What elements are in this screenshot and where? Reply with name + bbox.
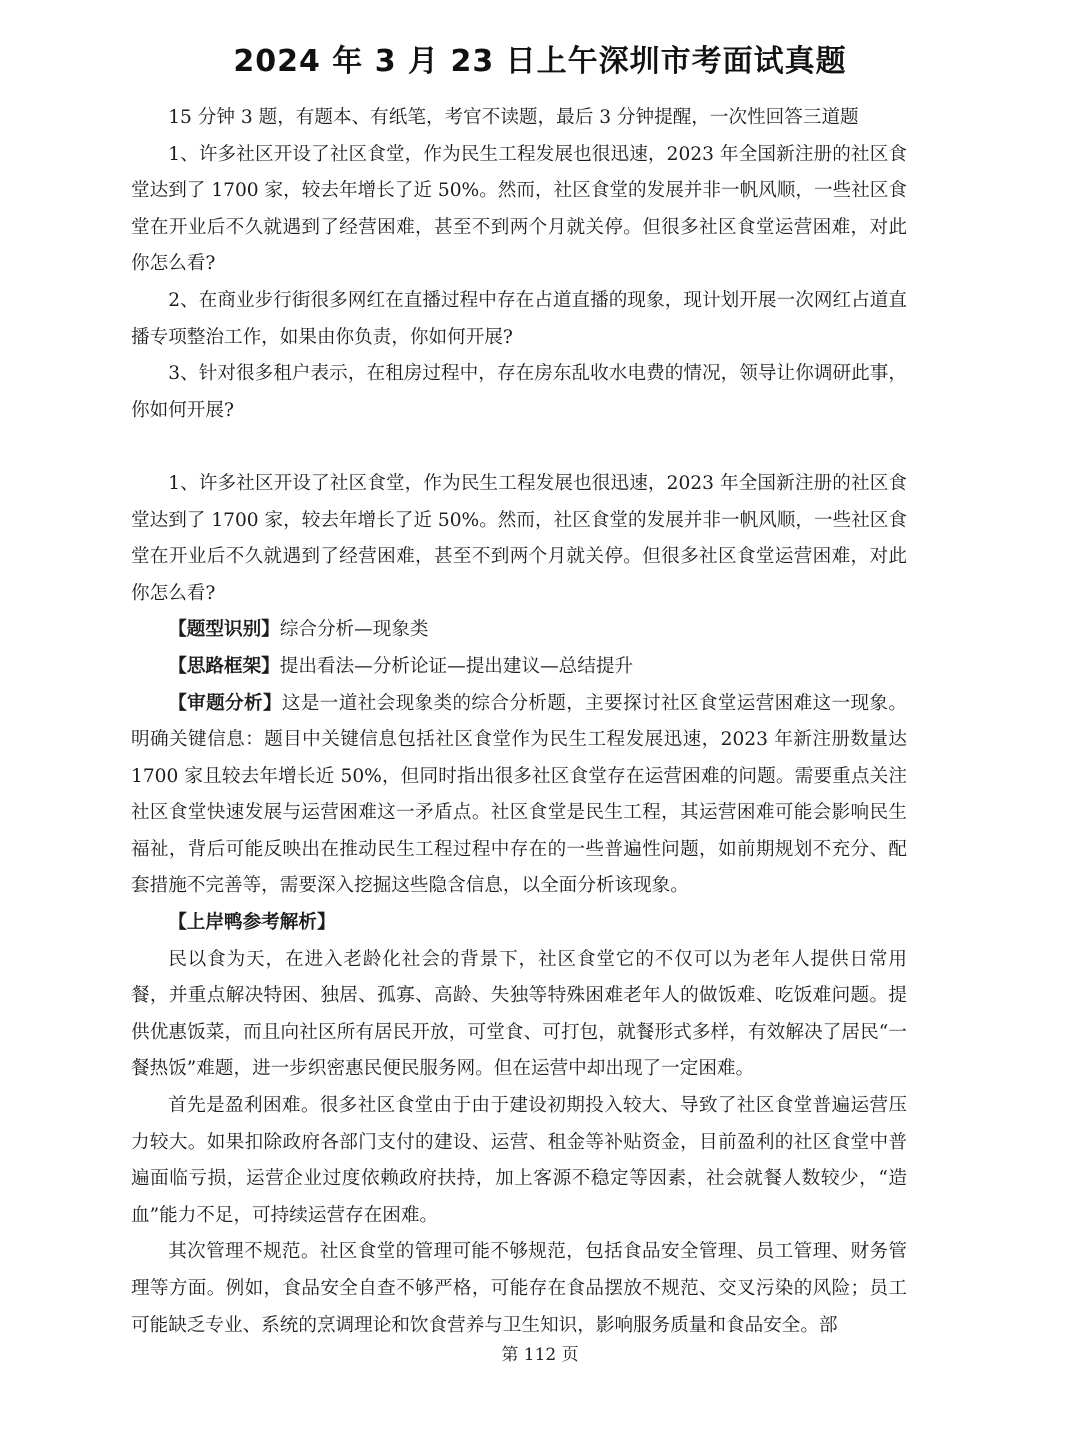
page-number: 第 112 页 (501, 1345, 579, 1365)
answer-paragraph: 民以食为天，在进入老龄化社会的背景下，社区食堂它的不仅可以为老年人提供日常用餐，并重点解决特困、独居、孤寡、高龄、失独等特殊困难老年人的做饭难、吃饭难问题。提供优惠饭菜，而且向社区所有居民开放，可堂食、可打包，就餐形式多样，有效解决了居民“一餐热饭”难题，进一步织密惠民便民服务网。但在运营中却出现了一定困难。 (131, 948, 907, 1080)
reference-label: 【上岸鸭参考解析】 (168, 912, 336, 934)
type-identification (131, 612, 907, 649)
type-label: 【题型识别】 (168, 619, 280, 641)
document-body (131, 100, 907, 1344)
question-1: 1、许多社区开设了社区食堂，作为民生工程发展也很迅速，2023 年全国新注册的社区食堂达到了 1700 家，较去年增长了近 50%。然而，社区食堂的发展并非一帆风顺，一些社区食堂在开业后不久就遇到了经营困难，甚至不到两个月就关停。但很多社区食堂运营困难，对此你怎么看? (131, 143, 907, 275)
question-2: 2、在商业步行街很多网红在直播过程中存在占道直播的现象，现计划开展一次网红占道直播专项整治工作，如果由你负责，你如何开展? (131, 289, 907, 348)
review-label: 【审题分析】 (168, 692, 282, 714)
page-title: 2024 年 3 月 23 日上午深圳市考面试真题 (233, 44, 847, 79)
review-text: 这是一道社会现象类的综合分析题，主要探讨社区食堂运营困难这一现象。明确关键信息：题目中关键信息包括社区食堂作为民生工程发展迅速，2023 年新注册数量达 1700 家且较去年增长近 50%，但同时指出很多社区食堂存在运营困难的问题。需要重点关注社区食堂快速发展与运营困难这一矛盾点。社区食堂是民生工程，其运营困难可能会影响民生福祉，背后可能反映出在推动民生工程过程中存在的一些普遍性问题，如前期规划不充分、配套措施不完善等，需要深入挖掘这些隐含信息，以全面分析该现象。 (131, 692, 907, 897)
exam-intro: 15 分钟 3 题，有题本、有纸笔，考官不读题，最后 3 分钟提醒，一次性回答三道题 (168, 107, 859, 128)
question-1-repeat: 1、许多社区开设了社区食堂，作为民生工程发展也很迅速，2023 年全国新注册的社区食堂达到了 1700 家，较去年增长了近 50%。然而，社区食堂的发展并非一帆风顺，一些社区食堂在开业后不久就遇到了经营困难，甚至不到两个月就关停。但很多社区食堂运营困难，对此你怎么看? (131, 472, 907, 604)
answer-paragraph: 其次管理不规范。社区食堂的管理可能不够规范，包括食品安全管理、员工管理、财务管理等方面。例如，食品安全自查不够严格，可能存在食品摆放不规范、交叉污染的风险；员工可能缺乏专业、系统的烹调理论和饮食营养与卫生知识，影响服务质量和食品安全。部 (131, 1241, 907, 1336)
section-gap (131, 429, 907, 466)
framework-text: 提出看法—分析论证—提出建议—总结提升 (279, 655, 634, 677)
framework-label: 【思路框架】 (168, 655, 280, 677)
question-3: 3、针对很多租户表示，在租房过程中，存在房东乱收水电费的情况，领导让你调研此事，你如何开展? (131, 363, 907, 421)
answer-paragraph: 首先是盈利困难。很多社区食堂由于由于建设初期投入较大、导致了社区食堂普遍运营压力较大。如果扣除政府各部门支付的建设、运营、租金等补贴资金，目前盈利的社区食堂中普遍面临亏损，运营企业过度依赖政府扶持，加上客源不稳定等因素，社会就餐人数较少，“造血”能力不足，可持续运营存在困难。 (131, 1095, 907, 1226)
type-text: 综合分析—现象类 (279, 619, 429, 641)
question-review (131, 686, 907, 906)
reference-heading (131, 905, 907, 942)
approach-framework (131, 649, 907, 686)
